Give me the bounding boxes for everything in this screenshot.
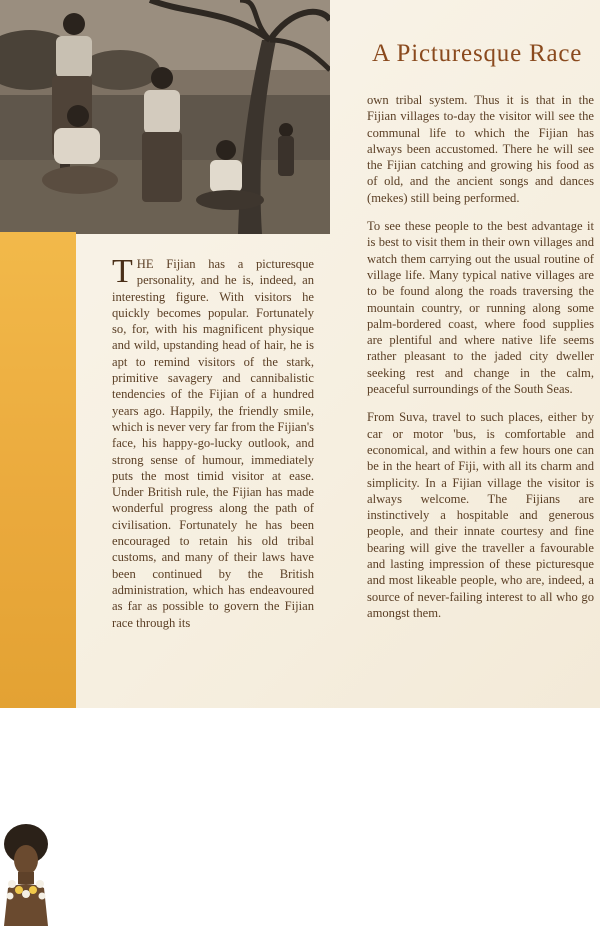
intro-paragraph-text: HE Fijian has a picturesque personality, and he is, indeed, an interesting figure. With visitors he quickly becomes popular. Fortunately so, for, with his magnificent physique and wild, upstanding head of hair, he is apt to remind visitors of the stark, primitive savagery and cannibalistic tendencies of the Fijian of a hundred years ago. Happily, the friendly smile, which is never very far from the Fijian's face, his happy-go-lucky outlook, and strong sense of humour, immediately puts the most timid visitor at ease. Under British rule, the Fijian has made wonderful progress along the path of civilisation. Fortunately he has been encouraged to retain his old tribal customs, and many of their laws have been continued by the British administration, which has endeavoured as far as possible to govern the Fijian race through its bbox=[112, 257, 314, 630]
right-text-column bbox=[367, 92, 594, 633]
intro-paragraph bbox=[112, 253, 314, 631]
decorative-gold-strip bbox=[0, 232, 76, 708]
village-group-photo bbox=[0, 0, 330, 234]
paragraph-tribal-system: own tribal system. Thus it is that in the Fijian villages to-day the visitor will see the communal life to which the Fijian has always been accustomed. There he will see the Fijian catching and growing his food as of old, and the ancient songs and dances (mekes) still being performed. bbox=[367, 93, 594, 205]
fijian-portrait-illustration bbox=[2, 822, 50, 926]
left-text-column bbox=[112, 253, 314, 631]
page-heading: A Picturesque Race bbox=[372, 40, 583, 67]
paragraph-travel-from-suva: From Suva, travel to such places, either by car or motor 'bus, is comfortable and economical, and within a few hours one can be in the heart of Fiji, with all its charm and simplicity. In a Fijian village the visitor is always welcome. The Fijians are instinctively a hospitable and generous people, and their innate courtesy and fine bearing will give the traveller a favourable and lasting impression of these picturesque and most likeable people, who are, indeed, a source of never-failing interest to all who go amongst them. bbox=[367, 410, 594, 620]
paragraph-village-visits: To see these people to the best advantage it is best to visit them in their own villages and watch them carrying out the usual routine of village life. Many typical native villages are to be found along the roads traversing the mountain country, or running along some palm-bordered coast, where food supplies are plentiful and where native life seems rather pleasant to the jaded city dweller seeking rest and change in the calm, peaceful surroundings of the South Seas. bbox=[367, 219, 594, 397]
drop-cap-letter: T bbox=[112, 253, 133, 290]
